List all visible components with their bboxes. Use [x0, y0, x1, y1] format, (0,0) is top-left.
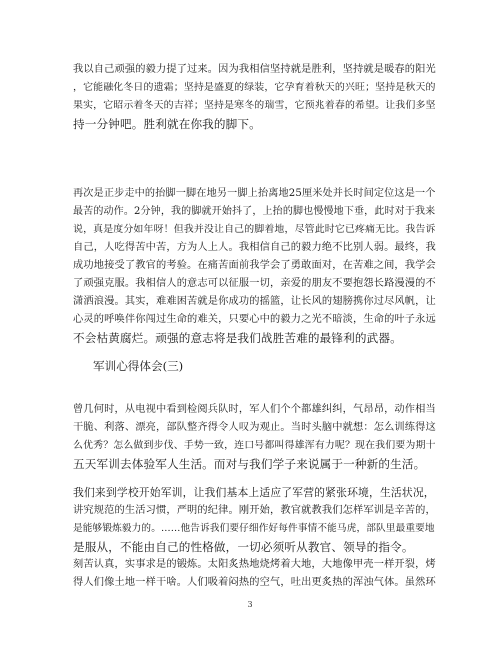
text-line: 是服从，不能由自己的性格做，一切必须听从教官、领导的指令。	[73, 540, 414, 554]
text-line: 是能够锻炼毅力的。……他告诉我们要仔细作好每件事情不能马虎，部队里最重要地	[73, 523, 435, 534]
text-line: 不会枯黄腐烂。顽强的意志将是我们战胜苦难的最锋利的武器。	[73, 331, 402, 345]
text-line: 心灵的呼唤伴你闯过生命的难关，只要心中的毅力之光不暗淡，生命的叶子永远	[73, 314, 436, 325]
text-line: 我以自己顽强的毅力提了过来。因为我相信坚持就是胜利，坚持就是暖春的阳光	[73, 64, 436, 75]
text-line: 讲究规范的生活习惯，严明的纪律。刚开始，教官就教我们怎样军训是辛苦的，	[73, 505, 436, 516]
text-line: 了顽强克服。我相信人的意志可以征服一切，亲爱的朋友不要抱怨长路漫漫的不	[73, 278, 436, 289]
text-line: 我们来到学校开始军训，让我们基本上适应了军营的紧张环境，生活状况，	[73, 486, 435, 499]
paragraph-2	[73, 185, 435, 347]
text-line: ，它能融化冬日的遗霜；坚持是盛夏的绿装，它孕育着秋天的兴旺；坚持是秋天的	[73, 82, 436, 93]
text-line: 干脆、利落、漂亮，部队整齐得令人叹为观止。当时头脑中就想：怎么训练得这	[73, 422, 436, 433]
text-line: 五天军训去体验军人生活。而对与我们学子来说属于一种新的生活。	[73, 457, 426, 471]
text-line: 曾几何时，从电视中看到检阅兵队时，军人们个个都雄纠纠，气昂昂，动作相当	[73, 404, 436, 415]
text-line: 再次是正步走中的抬脚一脚在地另一脚上抬离地25厘米处并长时间定位这是一个	[73, 188, 436, 199]
paragraph-1	[73, 61, 435, 133]
page-number: 3	[247, 600, 253, 609]
text-line: 果实，它昭示着冬天的吉祥；坚持是寒冬的瑞雪，它预兆着春的希望。让我们多坚	[73, 100, 436, 111]
text-line: 得人们像土地一样干啥。人们吸着闷热的空气，吐出更炙热的浑浊气体。虽然环	[73, 577, 436, 588]
text-line: 刻苦认真，实事求是的锻炼。太阳炙热地烧烤着大地，大地像甲壳一样开裂，烤	[73, 559, 436, 570]
text-line: 么优秀？怎么做到步伐、手势一致，连口号都叫得雄浑有力呢？现在我们要为期十	[73, 440, 436, 451]
text-line: 说，真是度分如年呀！但我并没让自己的脚着地，尽管此时它已疼痛无比。我告诉	[73, 224, 436, 235]
paragraph-4	[73, 484, 435, 592]
section-heading: 军训心得体会(三)	[93, 359, 184, 373]
text-line: 潇洒浪漫。其实，难难困苦就是你成功的摇篮，让长风的翅膀携你过尽风帆，让	[73, 296, 436, 307]
text-line: 成功地接受了教官的考验。在痛苦面前我学会了勇敢面对，在苦难之间，我学会	[73, 260, 436, 271]
text-line: 自己，人吃得苦中苦，方为人上人。我相信自己的毅力绝不比别人弱。最终，我	[73, 242, 436, 253]
paragraph-3	[73, 401, 435, 473]
text-line: 最苦的动作。2分钟，我的脚就开始抖了，上抬的脚也慢慢地下垂，此时对于我来	[73, 206, 436, 217]
text-line: 持一分钟吧。胜利就在你我的脚下。	[73, 117, 261, 131]
